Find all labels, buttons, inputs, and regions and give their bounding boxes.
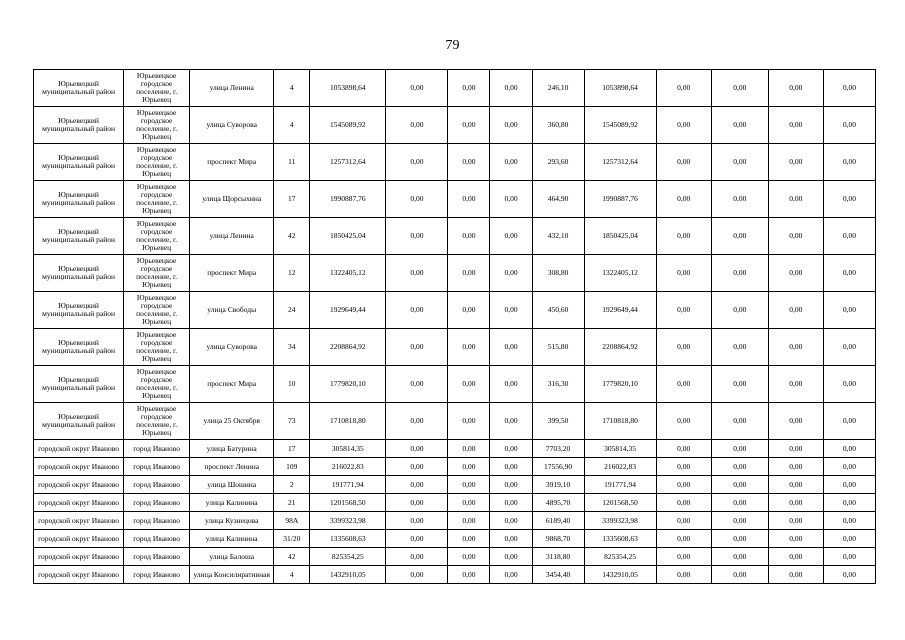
table-cell: 0,00	[711, 530, 768, 548]
table-cell: 1850425,04	[584, 218, 656, 255]
table-cell: 191771,94	[310, 476, 386, 494]
table-cell: 0,00	[490, 403, 532, 440]
table-cell: 0,00	[823, 476, 875, 494]
table-cell: 0,00	[768, 255, 823, 292]
table-cell: улица Консилиративная	[190, 566, 274, 584]
table-row	[34, 494, 876, 512]
table-cell: 98А	[274, 512, 310, 530]
table-row	[34, 440, 876, 458]
table-cell: 0,00	[386, 329, 448, 366]
table-cell: 0,00	[386, 255, 448, 292]
table-cell: Юрьевецкий муниципальный район	[34, 292, 124, 329]
table-cell: 3399323,98	[584, 512, 656, 530]
table-cell: 1201568,50	[310, 494, 386, 512]
table-cell: 0,00	[768, 512, 823, 530]
table-cell: Юрьевецкий муниципальный район	[34, 144, 124, 181]
table-cell: 0,00	[711, 403, 768, 440]
table-cell: 0,00	[448, 548, 490, 566]
table-cell: улица Калинина	[190, 494, 274, 512]
table-cell: 1779820,10	[584, 366, 656, 403]
table-cell: 3919,10	[532, 476, 584, 494]
table-cell: 0,00	[711, 366, 768, 403]
table-cell: 0,00	[823, 329, 875, 366]
table-cell: 17	[274, 440, 310, 458]
table-cell: 0,00	[823, 566, 875, 584]
table-cell: город Иваново	[124, 512, 190, 530]
table-cell: 1850425,04	[310, 218, 386, 255]
table-cell: 0,00	[656, 181, 711, 218]
table-cell: 825354,25	[584, 548, 656, 566]
table-cell: 0,00	[823, 70, 875, 107]
table-cell: 0,00	[711, 70, 768, 107]
table-cell: 0,00	[711, 476, 768, 494]
table-cell: проспект Мира	[190, 144, 274, 181]
table-row	[34, 107, 876, 144]
table-cell: 0,00	[823, 458, 875, 476]
table-cell: улица Суворова	[190, 107, 274, 144]
table-cell: улица Кузнецова	[190, 512, 274, 530]
table-cell: 0,00	[386, 548, 448, 566]
table-cell: городской округ Иваново	[34, 494, 124, 512]
table-cell: 0,00	[490, 476, 532, 494]
table-cell: город Иваново	[124, 566, 190, 584]
table-cell: 0,00	[386, 107, 448, 144]
table-cell: 216022,83	[584, 458, 656, 476]
table-cell: 4	[274, 70, 310, 107]
table-cell: проспект Мира	[190, 255, 274, 292]
table-cell: 0,00	[656, 440, 711, 458]
table-cell: 0,00	[448, 144, 490, 181]
table-cell: 17	[274, 181, 310, 218]
table-cell: 0,00	[656, 70, 711, 107]
table-cell: город Иваново	[124, 458, 190, 476]
table-cell: 1710818,80	[310, 403, 386, 440]
table-row	[34, 403, 876, 440]
table-cell: 0,00	[656, 403, 711, 440]
table-cell: 515,80	[532, 329, 584, 366]
table-cell: улица Ленина	[190, 70, 274, 107]
table-cell: 0,00	[448, 512, 490, 530]
table-cell: 0,00	[823, 292, 875, 329]
table-cell: 1545089,92	[584, 107, 656, 144]
table-row	[34, 512, 876, 530]
table-cell: 0,00	[711, 107, 768, 144]
table-cell: 0,00	[448, 181, 490, 218]
table-cell: 0,00	[490, 107, 532, 144]
table-cell: 0,00	[490, 329, 532, 366]
table-cell: 0,00	[823, 181, 875, 218]
table-cell: 0,00	[656, 329, 711, 366]
table-cell: 4895,70	[532, 494, 584, 512]
table-cell: 0,00	[656, 494, 711, 512]
table-cell: Юрьевецкое городское поселение, г. Юрьевец	[124, 255, 190, 292]
table-cell: 0,00	[448, 255, 490, 292]
table-cell: 0,00	[823, 512, 875, 530]
table-cell: 0,00	[448, 218, 490, 255]
table-cell: 0,00	[711, 329, 768, 366]
table-cell: 432,10	[532, 218, 584, 255]
table-cell: проспект Мира	[190, 366, 274, 403]
table-cell: 1201568,50	[584, 494, 656, 512]
table-cell: 0,00	[386, 70, 448, 107]
table-cell: 0,00	[823, 144, 875, 181]
table-cell: 0,00	[711, 144, 768, 181]
table-cell: 1053898,64	[584, 70, 656, 107]
table-cell: 0,00	[711, 512, 768, 530]
table-cell: город Иваново	[124, 548, 190, 566]
table-cell: 0,00	[768, 366, 823, 403]
table-cell: 1257312,64	[310, 144, 386, 181]
table-cell: 0,00	[490, 144, 532, 181]
table-cell: улица Балоша	[190, 548, 274, 566]
table-row	[34, 366, 876, 403]
table-cell: 0,00	[490, 512, 532, 530]
table-cell: 0,00	[823, 530, 875, 548]
table-cell: 1929649,44	[584, 292, 656, 329]
table-cell: городской округ Иваново	[34, 476, 124, 494]
table-cell: проспект Ленина	[190, 458, 274, 476]
table-cell: 0,00	[490, 218, 532, 255]
table-cell: 0,00	[448, 329, 490, 366]
table-cell: 0,00	[656, 530, 711, 548]
table-cell: 0,00	[386, 144, 448, 181]
table-cell: 0,00	[490, 566, 532, 584]
table-cell: 1779820,10	[310, 366, 386, 403]
table-cell: 450,60	[532, 292, 584, 329]
table-cell: 216022,83	[310, 458, 386, 476]
table-cell: Юрьевецкое городское поселение, г. Юрьевец	[124, 292, 190, 329]
table-body	[34, 70, 876, 584]
table-cell: Юрьевецкий муниципальный район	[34, 70, 124, 107]
table-cell: 825354,25	[310, 548, 386, 566]
table-cell: 24	[274, 292, 310, 329]
table-cell: 191771,94	[584, 476, 656, 494]
table-cell: 0,00	[386, 292, 448, 329]
table-cell: Юрьевецкое городское поселение, г. Юрьевец	[124, 70, 190, 107]
table-cell: улица Шошина	[190, 476, 274, 494]
table-cell: город Иваново	[124, 530, 190, 548]
table-cell: 0,00	[656, 566, 711, 584]
table-cell: 305814,35	[310, 440, 386, 458]
table-cell: улица Свободы	[190, 292, 274, 329]
table-cell: 1710818,80	[584, 403, 656, 440]
table-cell: 0,00	[823, 403, 875, 440]
table-cell: 0,00	[768, 144, 823, 181]
table-cell: 0,00	[490, 292, 532, 329]
table-cell: Юрьевецкое городское поселение, г. Юрьевец	[124, 218, 190, 255]
table-cell: 0,00	[656, 512, 711, 530]
table-cell: 1322405,12	[310, 255, 386, 292]
table-cell: 0,00	[711, 494, 768, 512]
table-cell: 0,00	[656, 292, 711, 329]
table-cell: городской округ Иваново	[34, 458, 124, 476]
table-cell: 6189,40	[532, 512, 584, 530]
table-cell: 3454,40	[532, 566, 584, 584]
table-cell: 0,00	[448, 107, 490, 144]
table-cell: городской округ Иваново	[34, 440, 124, 458]
table-cell: Юрьевецкий муниципальный район	[34, 403, 124, 440]
table-cell: 3399323,98	[310, 512, 386, 530]
table-cell: 0,00	[448, 530, 490, 548]
table-cell: 0,00	[386, 512, 448, 530]
table-cell: 0,00	[768, 329, 823, 366]
table-cell: 1990887,76	[310, 181, 386, 218]
table-cell: 0,00	[711, 566, 768, 584]
table-cell: 0,00	[656, 107, 711, 144]
table-cell: 34	[274, 329, 310, 366]
table-cell: улица Суворова	[190, 329, 274, 366]
table-cell: Юрьевецкий муниципальный район	[34, 218, 124, 255]
table-cell: городской округ Иваново	[34, 566, 124, 584]
table-cell: 0,00	[711, 255, 768, 292]
table-cell: 1990887,76	[584, 181, 656, 218]
table-cell: городской округ Иваново	[34, 530, 124, 548]
table-cell: 4	[274, 566, 310, 584]
table-cell: 0,00	[386, 458, 448, 476]
table-cell: 0,00	[823, 255, 875, 292]
table-cell: городской округ Иваново	[34, 548, 124, 566]
table-cell: город Иваново	[124, 494, 190, 512]
table-cell: 293,60	[532, 144, 584, 181]
table-cell: 399,50	[532, 403, 584, 440]
table-cell: 0,00	[656, 218, 711, 255]
table-cell: 0,00	[768, 476, 823, 494]
table-cell: городской округ Иваново	[34, 512, 124, 530]
table-row	[34, 329, 876, 366]
table-cell: 0,00	[768, 181, 823, 218]
table-cell: 0,00	[386, 366, 448, 403]
table-cell: 31/20	[274, 530, 310, 548]
table-row	[34, 70, 876, 107]
table-cell: 0,00	[768, 566, 823, 584]
table-cell: 0,00	[768, 107, 823, 144]
table-cell: 0,00	[386, 494, 448, 512]
table-cell: 4	[274, 107, 310, 144]
table-cell: Юрьевецкий муниципальный район	[34, 181, 124, 218]
table-cell: 0,00	[386, 476, 448, 494]
table-row	[34, 548, 876, 566]
table-cell: 316,30	[532, 366, 584, 403]
table-cell: 0,00	[768, 458, 823, 476]
table-row	[34, 144, 876, 181]
table-cell: Юрьевецкое городское поселение, г. Юрьевец	[124, 107, 190, 144]
table-cell: 0,00	[656, 476, 711, 494]
table-cell: 0,00	[711, 458, 768, 476]
table-cell: 0,00	[386, 403, 448, 440]
table-cell: 0,00	[768, 440, 823, 458]
table-cell: улица Батурина	[190, 440, 274, 458]
table-cell: 2208864,92	[310, 329, 386, 366]
table-cell: 0,00	[768, 548, 823, 566]
table-cell: 0,00	[490, 458, 532, 476]
table-cell: 0,00	[711, 440, 768, 458]
table-cell: 0,00	[490, 255, 532, 292]
table-cell: 1322405,12	[584, 255, 656, 292]
table-cell: 73	[274, 403, 310, 440]
table-cell: город Иваново	[124, 476, 190, 494]
table-cell: 0,00	[490, 181, 532, 218]
table-cell: 0,00	[386, 530, 448, 548]
table-cell: Юрьевецкое городское поселение, г. Юрьевец	[124, 403, 190, 440]
table-cell: 3118,80	[532, 548, 584, 566]
table-row	[34, 218, 876, 255]
table-cell: 0,00	[490, 70, 532, 107]
page-number: 79	[445, 38, 460, 53]
table-cell: 0,00	[768, 218, 823, 255]
table-row	[34, 458, 876, 476]
table-row	[34, 181, 876, 218]
table-cell: 42	[274, 218, 310, 255]
table-cell: 0,00	[448, 476, 490, 494]
table-cell: 1432910,05	[310, 566, 386, 584]
table-cell: 42	[274, 548, 310, 566]
table-cell: 0,00	[823, 218, 875, 255]
table-cell: 0,00	[386, 218, 448, 255]
table-cell: 1335608,63	[310, 530, 386, 548]
table-cell: Юрьевецкое городское поселение, г. Юрьевец	[124, 366, 190, 403]
table-cell: 0,00	[711, 292, 768, 329]
table-cell: 21	[274, 494, 310, 512]
table-cell: 0,00	[656, 144, 711, 181]
table-cell: улица Ленина	[190, 218, 274, 255]
table-cell: Юрьевецкий муниципальный район	[34, 366, 124, 403]
table-cell: 1053898,64	[310, 70, 386, 107]
table-cell: 0,00	[386, 440, 448, 458]
table-cell: 0,00	[448, 366, 490, 403]
table-cell: 0,00	[386, 566, 448, 584]
table-cell: 0,00	[768, 292, 823, 329]
table-cell: 0,00	[656, 255, 711, 292]
table-cell: 308,80	[532, 255, 584, 292]
table-cell: 10	[274, 366, 310, 403]
table-cell: 0,00	[448, 292, 490, 329]
table-cell: 0,00	[490, 494, 532, 512]
table-cell: 360,80	[532, 107, 584, 144]
table-cell: 0,00	[711, 181, 768, 218]
data-table	[33, 69, 876, 584]
table-cell: улица 25 Октября	[190, 403, 274, 440]
table-cell: 246,10	[532, 70, 584, 107]
table-cell: 0,00	[448, 440, 490, 458]
table-cell: 0,00	[490, 548, 532, 566]
table-cell: Юрьевецкое городское поселение, г. Юрьевец	[124, 181, 190, 218]
table-cell: 0,00	[823, 440, 875, 458]
table-cell: 0,00	[711, 548, 768, 566]
table-cell: 0,00	[490, 440, 532, 458]
table-cell: город Иваново	[124, 440, 190, 458]
table-cell: 0,00	[768, 494, 823, 512]
table-cell: 305814,35	[584, 440, 656, 458]
table-cell: 0,00	[656, 458, 711, 476]
table-cell: 17556,90	[532, 458, 584, 476]
table-row	[34, 566, 876, 584]
table-cell: 0,00	[448, 566, 490, 584]
table-cell: улица Калинина	[190, 530, 274, 548]
table-cell: 1335608,63	[584, 530, 656, 548]
table-cell: 1545089,92	[310, 107, 386, 144]
table-cell: 1432910,05	[584, 566, 656, 584]
table-cell: Юрьевецкое городское поселение, г. Юрьевец	[124, 329, 190, 366]
table-cell: 0,00	[768, 403, 823, 440]
table-cell: 0,00	[823, 366, 875, 403]
table-cell: 0,00	[823, 494, 875, 512]
table-cell: 0,00	[448, 403, 490, 440]
table-cell: 0,00	[768, 70, 823, 107]
table-cell: 0,00	[448, 70, 490, 107]
table-cell: 11	[274, 144, 310, 181]
table-cell: 1257312,64	[584, 144, 656, 181]
table-cell: 464,90	[532, 181, 584, 218]
table-cell: 0,00	[490, 366, 532, 403]
table-cell: 0,00	[448, 494, 490, 512]
table-row	[34, 292, 876, 329]
table-cell: улица Щорсыхина	[190, 181, 274, 218]
table-cell: 109	[274, 458, 310, 476]
table-cell: Юрьевецкий муниципальный район	[34, 107, 124, 144]
table-cell: 7703,20	[532, 440, 584, 458]
table-cell: Юрьевецкое городское поселение, г. Юрьевец	[124, 144, 190, 181]
table-cell: 0,00	[823, 548, 875, 566]
table-cell: Юрьевецкий муниципальный район	[34, 329, 124, 366]
table-cell: 0,00	[656, 548, 711, 566]
table-cell: 1929649,44	[310, 292, 386, 329]
table-row	[34, 476, 876, 494]
table-cell: 2208864,92	[584, 329, 656, 366]
table-cell: 9868,70	[532, 530, 584, 548]
table-row	[34, 255, 876, 292]
table-row	[34, 530, 876, 548]
table-cell: 0,00	[823, 107, 875, 144]
table-cell: 2	[274, 476, 310, 494]
table-cell: 12	[274, 255, 310, 292]
table-cell: 0,00	[711, 218, 768, 255]
table-cell: Юрьевецкий муниципальный район	[34, 255, 124, 292]
table-cell: 0,00	[768, 530, 823, 548]
table-cell: 0,00	[386, 181, 448, 218]
table-cell: 0,00	[656, 366, 711, 403]
table-cell: 0,00	[490, 530, 532, 548]
table-cell: 0,00	[448, 458, 490, 476]
